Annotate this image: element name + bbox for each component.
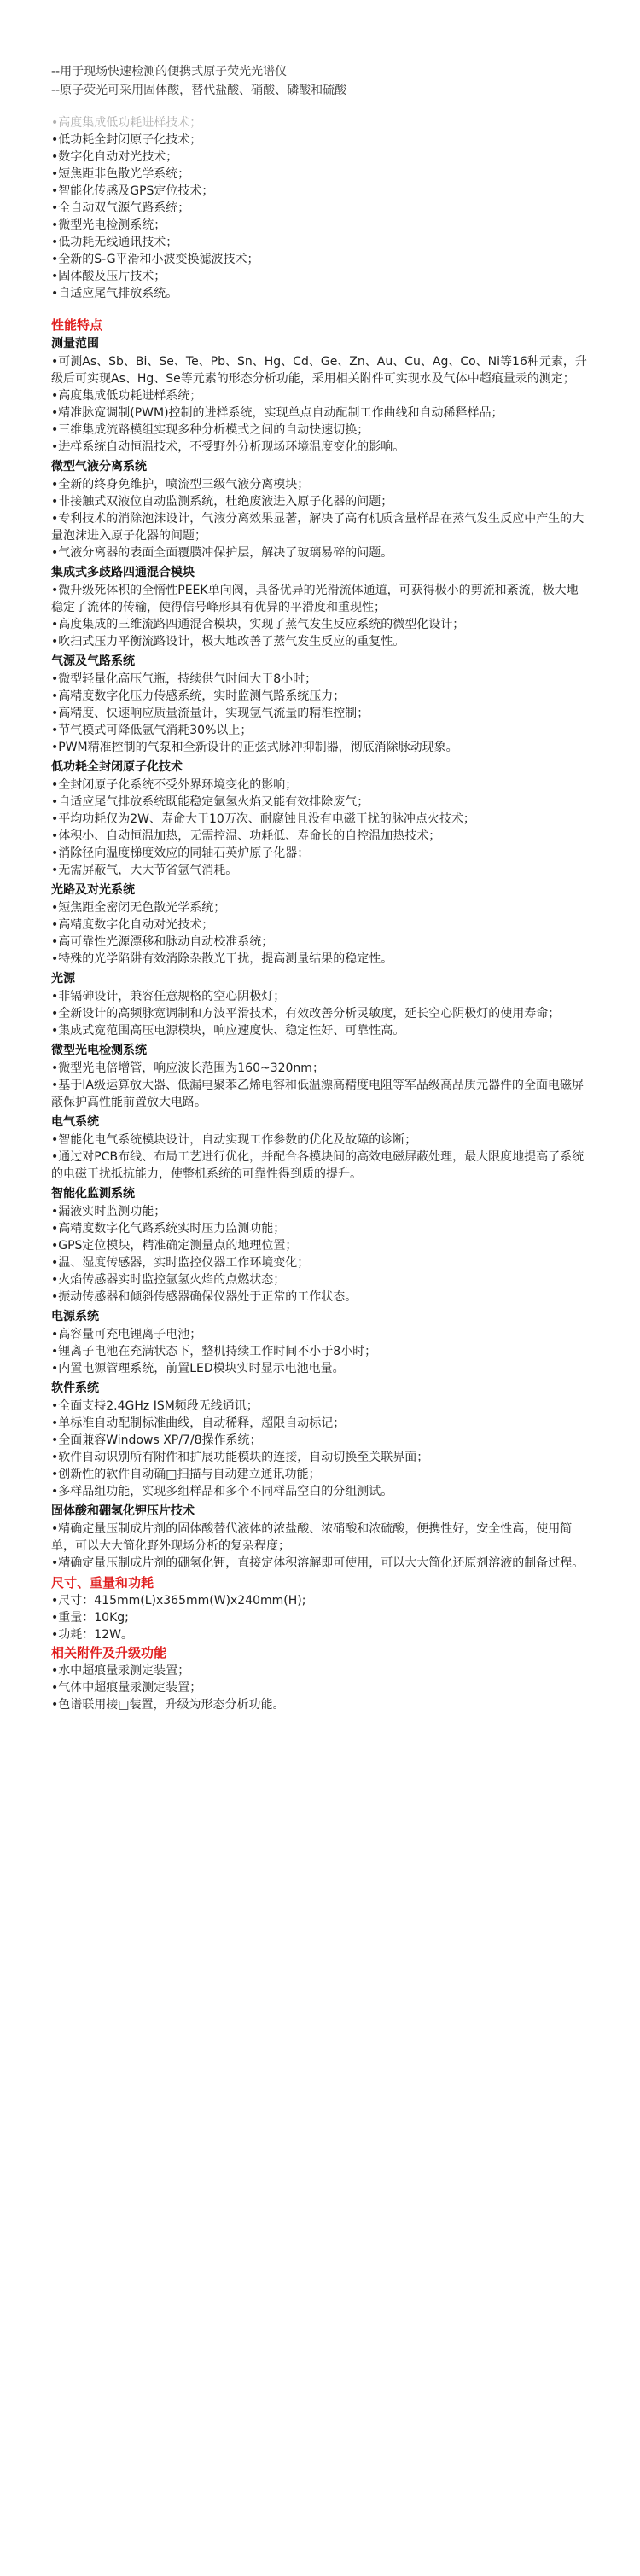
section-heading: 软件系统 (51, 1381, 99, 1395)
list-item: •体积小、自动恒温加热，无需控温、功耗低、寿命长的自控温加热技术； (51, 829, 441, 843)
list-item: •PWM精准控制的气泵和全新设计的正弦式脉冲抑制器，彻底消除脉动现象。 (51, 741, 458, 754)
list-item: •智能化电气系统模块设计，自动实现工作参数的优化及故障的诊断； (51, 1133, 417, 1147)
list-item: •重量：10Kg; (51, 1611, 129, 1625)
section-heading: 电源系统 (51, 1310, 99, 1323)
section-heading: 气源及气路系统 (51, 654, 135, 668)
list-item: •短焦距非色散光学系统； (51, 167, 190, 181)
list-item: •多样品组功能，实现多组样品和多个不同样品空白的分组测试。 (51, 1485, 393, 1498)
feature-section (51, 1379, 589, 1500)
section-heading: 低功耗全封闭原子化技术 (51, 760, 183, 774)
list-item: •水中超痕量汞测定装置； (51, 1664, 190, 1678)
feature-section (51, 652, 589, 756)
feature-section (51, 563, 589, 650)
feature-section (51, 1502, 589, 1572)
list-item: •高精度数字化压力传感系统，实时监测气路系统压力； (51, 689, 346, 703)
feature-sections (51, 334, 589, 1572)
list-item: •智能化传感及GPS定位技术； (51, 184, 214, 198)
section-heading: 测量范围 (51, 337, 99, 351)
list-item: •数字化自动对光技术； (51, 150, 178, 164)
list-item: •内置电源管理系统，前置LED模块实时显示电池电量。 (51, 1362, 345, 1375)
list-item: •吹扫式压力平衡流路设计，极大地改善了蒸气发生反应的重复性。 (51, 635, 405, 648)
list-item: •气体中超痕量汞测定装置； (51, 1681, 202, 1695)
list-item: •进样系统自动恒温技术，不受野外分析现场环境温度变化的影响。 (51, 440, 405, 454)
list-item: •创新性的软件自动确□扫描与自动建立通讯功能； (51, 1468, 321, 1481)
list-item: •短焦距全密闭无色散光学系统； (51, 901, 226, 915)
list-item: •专利技术的消除泡沫设计，气液分离效果显著，解决了高有机质含量样品在蒸气发生反应中产生的大量泡沫进入原子化器的问题； (51, 512, 585, 543)
accessories-list (51, 1662, 589, 1713)
list-item: •高度集成低功耗进样系统； (51, 389, 202, 403)
section-heading: 智能化监测系统 (51, 1187, 135, 1201)
feature-section (51, 881, 589, 968)
list-item: •通过对PCB布线、布局工艺进行优化，并配合各模块间的高效电磁屏蔽处理，最大限度地提高了系统的电磁干扰抵抗能力，使整机系统的可靠性得到质的提升。 (51, 1150, 585, 1181)
section-heading: 电气系统 (51, 1115, 99, 1129)
section-heading: 微型气液分离系统 (51, 460, 147, 474)
list-item: •基于IA级运算放大器、低漏电聚苯乙烯电容和低温漂高精度电阻等军品级高品质元器件的全面电磁屏蔽保护高性能前置放大电路。 (51, 1079, 584, 1109)
list-item: •微型光电检测系统； (51, 218, 166, 232)
list-item: •高精度数字化气路系统实时压力监测功能； (51, 1222, 286, 1236)
list-item: •消除径向温度梯度效应的同轴石英炉原子化器； (51, 846, 310, 860)
list-item: •全新的终身免维护，喷流型三级气液分离模块； (51, 478, 310, 491)
feature-section (51, 457, 589, 561)
list-item: •全新的S-G平滑和小波变换滤波技术； (51, 253, 259, 266)
list-item: •自适应尾气排放系统既能稳定氩氢火焰又能有效排除废气； (51, 795, 369, 809)
list-item: •低功耗无线通讯技术； (51, 236, 178, 249)
list-item: •无需屏蔽气，大大节省氩气消耗。 (51, 864, 238, 877)
section-heading: 集成式多歧路四通混合模块 (51, 566, 195, 579)
list-item: •固体酸及压片技术； (51, 270, 166, 283)
intro-line: --用于现场快速检测的便携式原子荧光光谱仪 (51, 65, 288, 79)
feature-section (51, 1113, 589, 1183)
list-item: •高度集成的三维流路四通混合模块，实现了蒸气发生反应系统的微型化设计； (51, 618, 465, 631)
list-item: •微型光电倍增管，响应波长范围为160~320nm； (51, 1061, 324, 1075)
feature-section (51, 758, 589, 879)
list-item: •自适应尾气排放系统。 (51, 287, 178, 300)
feature-section (51, 1041, 589, 1111)
list-item: •气液分离器的表面全面覆膜冲保护层，解决了玻璃易碎的问题。 (51, 546, 393, 560)
list-item: •节气模式可降低氩气消耗30%以上； (51, 724, 253, 737)
list-item: •特殊的光学陷阱有效消除杂散光干扰，提高测量结果的稳定性。 (51, 952, 393, 966)
list-item: •平均功耗仅为2W、寿命大于10万次、耐腐蚀且没有电磁干扰的脉冲点火技术； (51, 812, 475, 826)
list-item: •集成式宽范围高压电源模块，响应速度快、稳定性好、可靠性高。 (51, 1024, 405, 1038)
list-item: •高可靠性光源漂移和脉动自动校准系统； (51, 935, 274, 949)
list-item: •漏液实时监测功能； (51, 1205, 166, 1218)
list-item: •火焰传感器实时监控氩氢火焰的点燃状态； (51, 1273, 286, 1287)
list-item: •温、湿度传感器，实时监控仪器工作环境变化； (51, 1256, 310, 1270)
list-item: •低功耗全封闭原子化技术； (51, 133, 202, 147)
list-item: •精确定量压制成片剂的固体酸替代液体的浓盐酸、浓硝酸和浓硫酸，便携性好，安全性高，使用简单，可以大大简化野外现场分析的复杂程度； (51, 1522, 573, 1553)
technology-list (51, 114, 589, 302)
list-item: •全面兼容Windows XP/7/8操作系统； (51, 1433, 262, 1447)
list-item: •高精度、快速响应质量流量计，实现氩气流量的精准控制； (51, 707, 369, 720)
list-item: •单标准自动配制标准曲线，自动稀释，超限自动标记； (51, 1416, 346, 1430)
list-item: •尺寸：415mm(L)x365mm(W)x240mm(H); (51, 1594, 306, 1608)
list-item: •高精度数字化自动对光技术； (51, 918, 214, 932)
list-item: •色谱联用接□装置，升级为形态分析功能。 (51, 1698, 285, 1712)
list-item: •高容量可充电锂离子电池； (51, 1328, 202, 1341)
list-item: •微升级死体积的全惰性PEEK单向阀，具备优异的光滑流体通道，可获得极小的剪流和紊流，极大地稳定了流体的传输，使得信号峰形具有优异的平滑度和重现性； (51, 584, 579, 614)
list-item: •全面支持2.4GHz ISM频段无线通讯； (51, 1399, 259, 1413)
dimensions-list (51, 1592, 589, 1643)
list-item: •高度集成低功耗进样技术； (51, 116, 202, 130)
intro-line: --原子荧光可采用固体酸，替代盐酸、硝酸、磷酸和硫酸 (51, 84, 347, 97)
list-item: •全自动双气源气路系统； (51, 201, 190, 215)
list-item: •锂离子电池在充满状态下，整机持续工作时间不小于8小时； (51, 1345, 377, 1358)
feature-section (51, 334, 589, 456)
list-item: •软件自动识别所有附件和扩展功能模块的连接，自动切换至关联界面； (51, 1451, 429, 1464)
list-item: •GPS定位模块，精准确定测量点的地理位置； (51, 1239, 298, 1253)
section-heading: 固体酸和硼氢化钾压片技术 (51, 1504, 195, 1518)
list-item: •微型轻量化高压气瓶，持续供气时间大于8小时； (51, 672, 317, 686)
list-item: •全新设计的高频脉宽调制和方波平滑技术，有效改善分析灵敏度，延长空心阴极灯的使用寿命； (51, 1007, 561, 1021)
section-heading: 微型光电检测系统 (51, 1044, 147, 1057)
features-title: 性能特点 (51, 317, 103, 333)
dimensions-section-title: 尺寸、重量和功耗 (51, 1575, 154, 1590)
list-item: •精确定量压制成片剂的硼氢化钾，直接定体积溶解即可使用，可以大大简化还原剂溶液的制备过程。 (51, 1556, 585, 1570)
section-heading: 光源 (51, 972, 75, 986)
accessories-section-title: 相关附件及升级功能 (51, 1645, 167, 1660)
list-item: •三维集成流路模组实现多种分析模式之间的自动快速切换； (51, 423, 369, 437)
list-item: •精准脉宽调制(PWM)控制的进样系统，实现单点自动配制工作曲线和自动稀释样品； (51, 406, 503, 420)
feature-section (51, 1184, 589, 1305)
feature-section (51, 1307, 589, 1377)
list-item: •可测As、Sb、Bi、Se、Te、Pb、Sn、Hg、Cd、Ge、Zn、Au、Cu、Ag、Co、Ni等16种元素，升级后可实现As、Hg、Se等元素的形态分析功能，采用相关附件可实现水及气体中超痕量汞的测定； (51, 355, 587, 386)
list-item: •振动传感器和倾斜传感器确保仪器处于正常的工作状态。 (51, 1290, 358, 1304)
list-item: •非接触式双液位自动监测系统，杜绝废液进入原子化器的问题； (51, 495, 393, 509)
document-body (51, 63, 589, 1713)
feature-section (51, 969, 589, 1039)
list-item: •非镉砷设计，兼容任意规格的空心阴极灯； (51, 990, 286, 1003)
list-item: •全封闭原子化系统不受外界环境变化的影响； (51, 778, 298, 792)
section-heading: 光路及对光系统 (51, 883, 135, 897)
intro-block (51, 63, 589, 99)
list-item: •功耗：12W。 (51, 1628, 133, 1642)
